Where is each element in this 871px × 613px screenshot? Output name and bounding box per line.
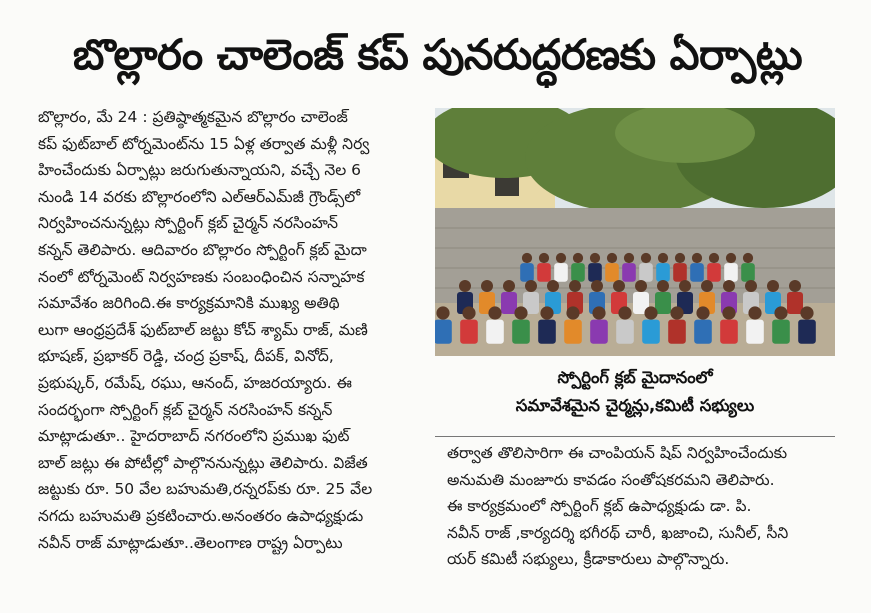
body-line: ప్రభుష్కర్, రమేష్, రఘు, ఆనంద్, హజరయ్యారు. ఈ xyxy=(38,373,352,392)
body-line: యర్ కమిటీ సభ్యులు, క్రీడాకారులు పాల్గొన్నారు. xyxy=(447,550,730,569)
person-body xyxy=(639,263,653,282)
body-line: కప్ ఫుట్‌బాల్ టోర్నమెంట్‌ను 15 ఏళ్ల తర్వాత మళ్లీ నిర్వ xyxy=(38,134,370,153)
body-line: నవీన్ రాజ్ మాట్లాడుతూ..తెలంగాణ రాష్ట్ర ఏర్పాటు xyxy=(38,533,343,552)
body-line: మాట్లాడుతూ.. హైదరాబాద్ నగరంలోని ప్రముఖ ఫుట్ xyxy=(38,427,350,446)
person-head xyxy=(670,306,683,319)
body-line: భూషణ్, ప్రభాకర్ రెడ్డి, చంద్ర ప్రకాష్, దీపక్, వినోద్, xyxy=(38,347,334,366)
person-head xyxy=(743,253,753,263)
person-head xyxy=(789,280,801,292)
body-line: కన్నన్ తెలిపారు. ఆదివారం బొల్లారం స్పోర్టింగ్ క్లబ్ మైదా xyxy=(38,240,367,259)
person-body xyxy=(673,263,687,282)
person-body xyxy=(435,320,452,344)
person-head xyxy=(525,280,537,292)
person-body xyxy=(605,263,619,282)
person-head xyxy=(774,306,787,319)
person-head xyxy=(573,253,583,263)
person-head xyxy=(767,280,779,292)
person-body xyxy=(798,320,816,344)
person-head xyxy=(709,253,719,263)
person-head xyxy=(481,280,493,292)
person-body xyxy=(537,263,551,282)
person-head xyxy=(641,253,651,263)
body-line: నవీన్ రాజ్ ,కార్యదర్శి భగీరథ్ చారీ, ఖజాంచి, సునీల్, సీని xyxy=(447,523,789,542)
group-photo xyxy=(435,108,835,356)
person-head xyxy=(657,280,669,292)
person-body xyxy=(590,320,608,344)
person-head xyxy=(514,306,527,319)
person-body xyxy=(564,320,582,344)
body-line: బొల్లారం, మే 24 : ప్రతిష్ఠాత్మకమైన బొల్లారం చాలెంజ్ xyxy=(38,108,348,126)
group-photo-image xyxy=(435,108,835,356)
person-head xyxy=(556,253,566,263)
person-head xyxy=(459,280,471,292)
person-head xyxy=(701,280,713,292)
person-head xyxy=(613,280,625,292)
person-head xyxy=(748,306,761,319)
person-head xyxy=(462,306,475,319)
person-head xyxy=(436,306,449,319)
person-head xyxy=(590,253,600,263)
person-head xyxy=(726,253,736,263)
person-body xyxy=(741,263,755,282)
article-body-left xyxy=(38,104,426,588)
person-head xyxy=(503,280,515,292)
person-body xyxy=(746,320,764,344)
person-head xyxy=(644,306,657,319)
person-body xyxy=(656,263,670,282)
person-body xyxy=(690,263,704,282)
person-body xyxy=(655,292,671,314)
body-line: నిర్వహించనున్నట్లు స్పోర్టింగ్ క్లబ్ చైర్మన్ నరసింహన్ xyxy=(38,214,339,233)
photo-caption xyxy=(435,364,835,430)
person-head xyxy=(522,253,532,263)
body-line: సమావేశం జరిగింది.ఈ కార్యక్రమానికి ముఖ్య అతిథి xyxy=(38,294,340,313)
person-head xyxy=(566,306,579,319)
body-line: నంలో టోర్నమెంట్ నిర్వహణకు సంబంధించిన సన్నాహక xyxy=(38,267,365,286)
person-body xyxy=(588,263,602,282)
headline: బొల్లారం చాలెంజ్ కప్ పునరుద్ధరణకు ఏర్పాట్లు xyxy=(72,30,803,79)
person-body xyxy=(642,320,660,344)
person-body xyxy=(707,263,721,282)
person-head xyxy=(745,280,757,292)
person-body xyxy=(554,263,568,282)
person-head xyxy=(675,253,685,263)
body-line: నుండి 14 వరకు బొల్లారంలోని ఎల్ఆర్ఎమ్‌జీ గ్రౌండ్స్‌లో xyxy=(38,187,361,206)
person-body xyxy=(460,320,478,344)
body-line: తర్వాత తొలిసారిగా ఈ చాంపియన్ షిప్ నిర్వహించేందుకు xyxy=(447,444,788,462)
caption-line: సమావేశమైన చైర్మన్లు,కమిటీ సభ్యులు xyxy=(515,396,755,415)
person-body xyxy=(501,292,517,314)
person-body xyxy=(512,320,530,344)
body-line: హించేందుకు ఏర్పాట్లు జరుగుతున్నాయని, వచ్చే నెల 6 xyxy=(38,161,361,180)
person-body xyxy=(787,292,803,314)
person-head xyxy=(679,280,691,292)
person-head xyxy=(592,306,605,319)
body-line: జట్టుకు రూ. 50 వేల బహుమతి,రన్నరప్‌కు రూ. 25 వేల xyxy=(38,480,373,499)
person-body xyxy=(668,320,686,344)
person-head xyxy=(591,280,603,292)
person-head xyxy=(569,280,581,292)
person-body xyxy=(622,263,636,282)
body-line: నగదు బహుమతి ప్రకటించారు.అనంతరం ఉపాధ్యక్షుడు xyxy=(38,506,364,525)
person-head xyxy=(488,306,501,319)
person-head xyxy=(635,280,647,292)
person-body xyxy=(720,320,738,344)
person-body xyxy=(724,263,738,282)
person-head xyxy=(624,253,634,263)
person-body xyxy=(571,263,585,282)
body-line: లుగా ఆంధ్రప్రదేశ్ ఫుట్‌బాల్ జట్టు కోచ్ శ్యామ్ రాజ్, మణి xyxy=(38,320,368,339)
person-body xyxy=(538,320,556,344)
person-head xyxy=(618,306,631,319)
person-head xyxy=(547,280,559,292)
person-head xyxy=(692,253,702,263)
body-line: ఈ కార్యక్రమంలో స్పోర్టింగ్ క్లబ్ ఉపాధ్యక్షుడు డా. పి. xyxy=(447,497,752,516)
person-head xyxy=(722,306,735,319)
person-head xyxy=(658,253,668,263)
person-body xyxy=(486,320,504,344)
body-line: బాల్ జట్లు ఈ పోటీల్లో పాల్గొననున్నట్లు తెలిపారు. విజేత xyxy=(38,453,368,472)
person-head xyxy=(540,306,553,319)
person-head xyxy=(723,280,735,292)
person-body xyxy=(772,320,790,344)
person-head xyxy=(607,253,617,263)
person-body xyxy=(694,320,712,344)
person-head xyxy=(800,306,813,319)
body-line: అనుమతి మంజూరు కావడం సంతోషకరమని తెలిపారు. xyxy=(447,470,775,489)
divider xyxy=(435,436,835,437)
person-body xyxy=(520,263,534,282)
article-body-right xyxy=(447,440,839,586)
body-line: సందర్భంగా స్పోర్టింగ్ క్లబ్ చైర్మన్ నరసింహన్ కన్నన్ xyxy=(38,400,333,419)
person-head xyxy=(696,306,709,319)
caption-line: స్పోర్టింగ్ క్లబ్ మైదానంలో xyxy=(557,368,713,387)
person-body xyxy=(616,320,634,344)
person-head xyxy=(539,253,549,263)
